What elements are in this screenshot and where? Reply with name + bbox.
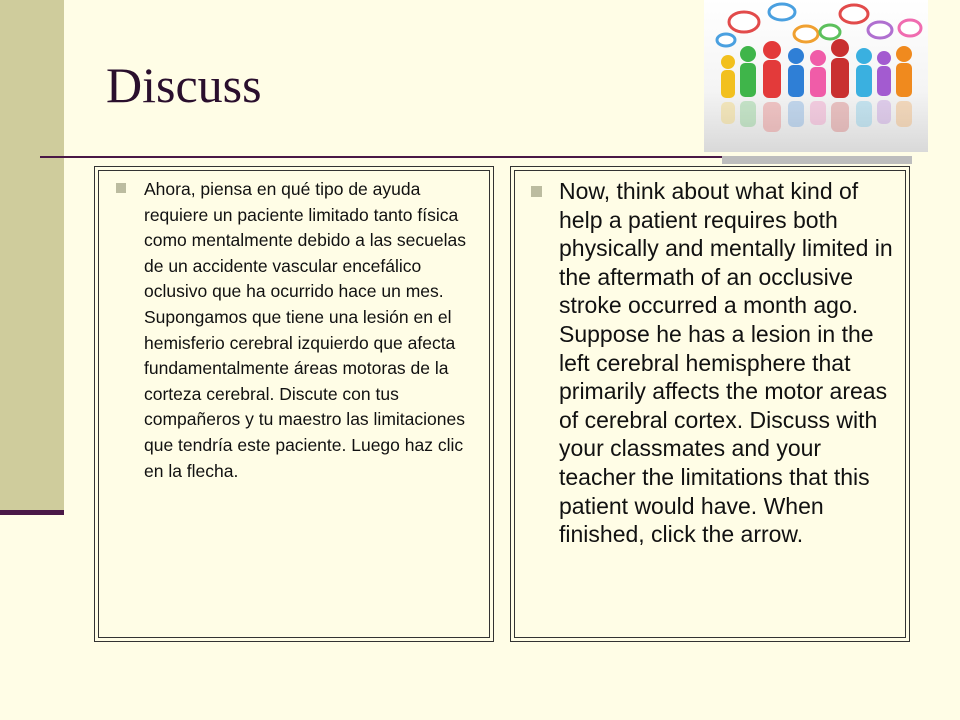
english-text-box [510, 166, 910, 642]
english-bullet-item [515, 171, 905, 549]
left-decor-bar [0, 510, 64, 515]
people-speech-bubbles-illustration [704, 0, 928, 152]
spanish-bullet-list [99, 171, 489, 484]
spanish-text-box-inner [98, 170, 490, 638]
english-paragraph: Now, think about what kind of help a patient requires both physically and mentally limited in the aftermath of an occlusive stroke occurred a month ago. Suppose he has a lesion in the left cerebral hemisphere that primarily affects the motor areas of cerebral cortex. Discuss with your classmates and your teacher the limitations that this patient would have. When finished, click the arrow. [559, 178, 893, 548]
spanish-paragraph: Ahora, piensa en qué tipo de ayuda requiere un paciente limitado tanto física como mentalmente debido a las secuelas de un accidente vascular encefálico oclusivo que ha ocurrido hace un mes. Supongamos que tiene una lesión en el hemisferio cerebral izquierdo que afecta fundamentalmente áreas motoras de la corteza cerebral. Discute con tus compañeros y tu maestro las limitaciones que tendría este paciente. Luego haz clic en la flecha. [144, 179, 466, 481]
english-bullet-list [515, 171, 905, 549]
title-divider-accent [722, 156, 912, 164]
slide-title: Discuss [106, 57, 262, 113]
spanish-text-box [94, 166, 494, 642]
square-bullet-icon [116, 183, 126, 193]
illustration-graphic [704, 0, 928, 152]
spanish-bullet-item [99, 171, 489, 484]
square-bullet-icon [531, 186, 542, 197]
english-text-box-inner [514, 170, 906, 638]
left-decor-band [0, 0, 64, 510]
